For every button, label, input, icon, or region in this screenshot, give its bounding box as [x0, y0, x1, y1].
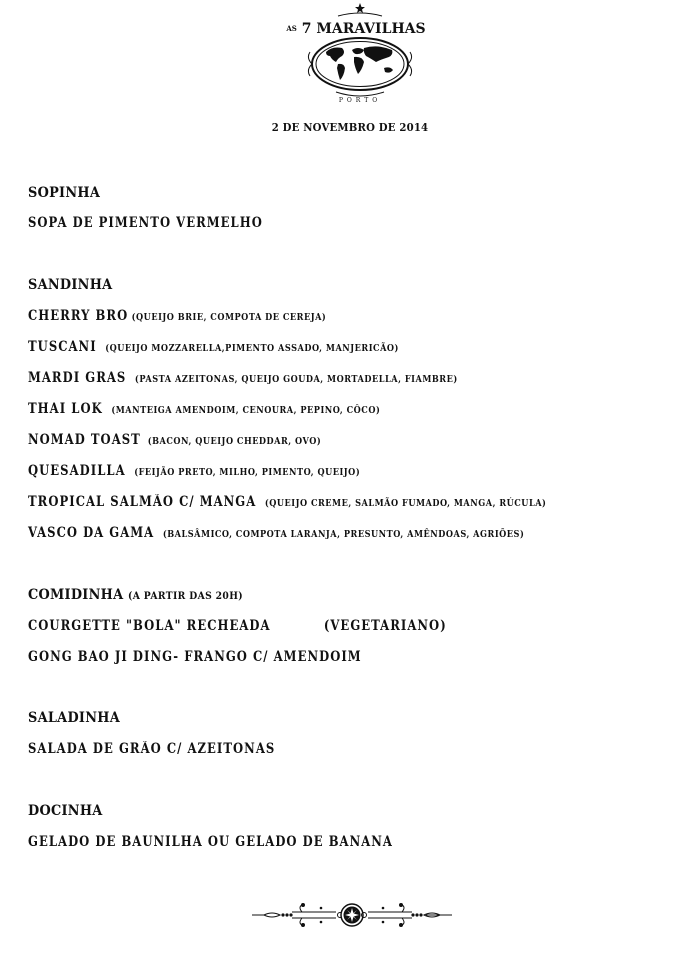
item-description: (FEIJÃO PRETO, MILHO, PIMENTO, QUEIJO) — [134, 467, 361, 478]
section-title-comidinha: COMIDINHA (A PARTIR DAS 20H) — [28, 587, 243, 603]
logo-emblem-icon — [286, 0, 426, 108]
menu-date: 2 DE NOVEMBRO DE 2014 — [271, 121, 429, 134]
menu-item: GONG BAO JI DING- FRANGO C/ AMENDOIM — [28, 649, 362, 665]
menu-item: MARDI GRAS (PASTA AZEITONAS, QUEIJO GOUDA, MORTADELLA, FIAMBRE) — [28, 370, 458, 386]
section-note: (A PARTIR DAS 20H) — [127, 591, 243, 602]
menu-item: QUESADILLA (FEIJÃO PRETO, MILHO, PIMENTO, QUEIJO) — [28, 463, 361, 479]
item-description: (MANTEIGA AMENDOIM, CENOURA, PEPINO, CÔCO) — [111, 405, 381, 416]
item-description: (QUEIJO MOZZARELLA,PIMENTO ASSADO, MANJERICÃO) — [105, 343, 399, 354]
logo-subtitle: PORTO — [338, 97, 382, 104]
menu-item: GELADO DE BAUNILHA OU GELADO DE BANANA — [28, 834, 393, 850]
menu-item: SOPA DE PIMENTO VERMELHO — [28, 215, 263, 231]
section-title-sandinha: SANDINHA — [28, 277, 113, 293]
item-description: (QUEIJO BRIE, COMPOTA DE CEREJA) — [131, 312, 327, 323]
menu-item: VASCO DA GAMA (BALSÂMICO, COMPOTA LARANJA, PRESUNTO, AMÊNDOAS, AGRIÕES) — [28, 525, 525, 541]
item-description: (BALSÂMICO, COMPOTA LARANJA, PRESUNTO, AMÊNDOAS, AGRIÕES) — [162, 529, 525, 540]
menu-item: THAI LOK (MANTEIGA AMENDOIM, CENOURA, PEPINO, CÔCO) — [28, 401, 381, 417]
compass-rose-divider-icon — [250, 900, 454, 930]
section-title-sopinha: SOPINHA — [28, 185, 101, 201]
section-title-docinha: DOCINHA — [28, 803, 103, 819]
menu-item: CHERRY BRO (QUEIJO BRIE, COMPOTA DE CEREJA) — [28, 308, 327, 324]
menu-item: TUSCANI (QUEIJO MOZZARELLA,PIMENTO ASSADO, MANJERICÃO) — [28, 339, 399, 355]
section-title-saladinha: SALADINHA — [28, 710, 120, 726]
item-description: (BACON, QUEIJO CHEDDAR, OVO) — [147, 436, 322, 447]
menu-item: COURGETTE "BOLA" RECHEADA (VEGETARIANO) — [28, 618, 447, 634]
item-description: (PASTA AZEITONAS, QUEIJO GOUDA, MORTADELLA, FIAMBRE) — [134, 374, 458, 385]
menu-item: SALADA DE GRÃO C/ AZEITONAS — [28, 741, 276, 757]
menu-item: NOMAD TOAST (BACON, QUEIJO CHEDDAR, OVO) — [28, 432, 322, 448]
logo-title: AS 7 MARAVILHAS — [286, 21, 426, 37]
menu-item: TROPICAL SALMÃO C/ MANGA (QUEIJO CREME, SALMÃO FUMADO, MANGA, RÚCULA) — [28, 494, 547, 510]
item-description: (QUEIJO CREME, SALMÃO FUMADO, MANGA, RÚCULA) — [264, 498, 547, 509]
vegetarian-tag: (VEGETARIANO) — [323, 618, 447, 634]
